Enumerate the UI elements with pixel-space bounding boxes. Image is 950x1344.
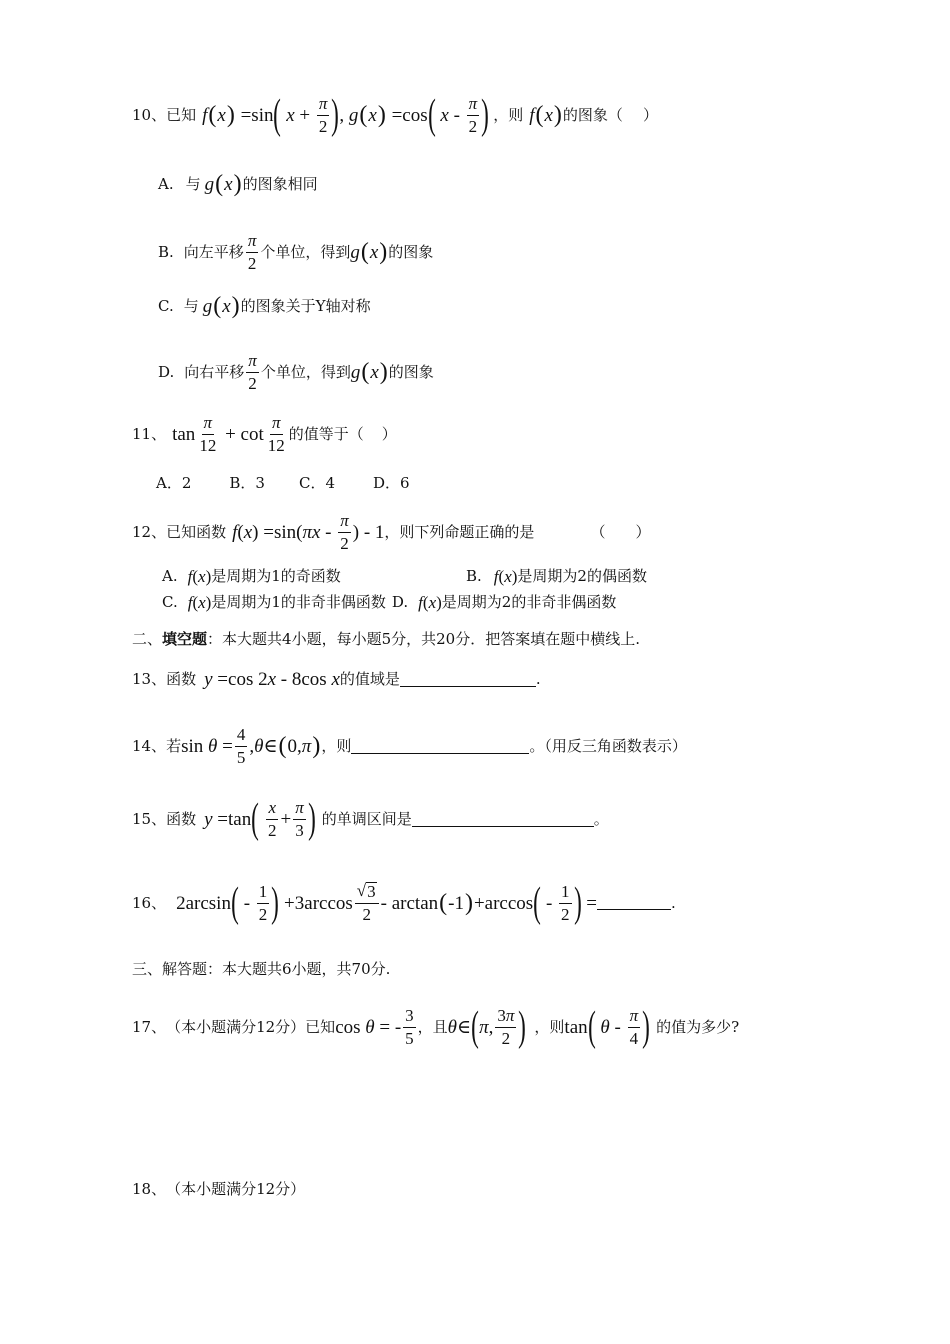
- formula: sin θ = 4 5 , θ ∈ ( 0, π ): [181, 725, 321, 767]
- formula: f ( x ) =sin ( x + π 2 ) , g ( x ) =cos ( x - π 2 ): [202, 92, 490, 138]
- option-letter: C.: [162, 593, 178, 611]
- question-text: 已知函数: [166, 522, 227, 541]
- section-2-heading: [132, 632, 640, 647]
- formula: y =tan ( x 2 + π 3 ): [204, 796, 316, 842]
- question-text: 函数: [166, 670, 197, 688]
- formula: g ( x ): [202, 293, 240, 319]
- question-text: ，则: [493, 105, 524, 124]
- question-text: 函数: [166, 809, 197, 828]
- question-text: ，且: [417, 1017, 448, 1036]
- option-text: 与: [185, 174, 201, 193]
- formula: f ( x ): [493, 567, 518, 586]
- question-12: [132, 512, 650, 553]
- question-text: 的图象（: [562, 105, 623, 124]
- option-text: 个单位，得到: [260, 362, 351, 381]
- option-12b: [466, 568, 647, 585]
- punctuation: .: [671, 893, 676, 912]
- question-11: [132, 414, 397, 455]
- question-number: 17、: [132, 1017, 167, 1036]
- question-number: 15、: [132, 809, 167, 828]
- answer-blank[interactable]: [597, 897, 671, 910]
- punctuation: 。: [593, 809, 609, 828]
- option-12c: [162, 594, 616, 611]
- question-17: [132, 1006, 739, 1048]
- question-13: [132, 670, 541, 689]
- option-b: B．3: [229, 474, 265, 492]
- option-a: A．2: [156, 474, 192, 492]
- question-text: 已知: [166, 105, 197, 124]
- formula: f ( x ): [187, 593, 212, 612]
- option-text: 个单位，得到: [260, 242, 351, 261]
- question-text: 若: [166, 736, 182, 755]
- question-15: [132, 798, 609, 840]
- option-text: 的图象: [388, 242, 434, 261]
- formula: 2arcsin ( - 1 2 ) +3arccos √ 3 2 - arctan ( -1 ) +arccos ( - 1 2 ) =: [176, 880, 597, 926]
- question-number: 10、: [132, 105, 167, 124]
- formula: g ( x ): [350, 359, 388, 386]
- question-number: 18、: [132, 1180, 167, 1198]
- option-text: 与: [183, 296, 199, 315]
- question-18: [132, 1182, 305, 1197]
- question-text: ，则下列命题正确的是: [384, 522, 535, 541]
- option-d: D．6: [373, 474, 410, 492]
- formula: g ( x ): [350, 239, 388, 266]
- option-text: 的图象: [388, 362, 434, 381]
- formula: f ( x ): [187, 567, 212, 586]
- option-letter: D.: [158, 362, 175, 381]
- formula: tan ( θ - π 4 ): [564, 1004, 650, 1050]
- question-number: 13、: [132, 670, 167, 688]
- question-number: 11、: [132, 424, 167, 443]
- answer-blank[interactable]: [400, 672, 536, 687]
- option-text: 是周期为1的奇函数: [211, 567, 341, 585]
- section-number: 二、: [132, 630, 163, 648]
- question-number: 12、: [132, 522, 167, 541]
- option-letter: C.: [158, 296, 174, 315]
- options-11: [156, 476, 410, 491]
- option-text: 的图象相同: [242, 174, 318, 193]
- question-text: （本小题满分12分）: [166, 1180, 306, 1198]
- answer-paren: ）: [381, 424, 397, 443]
- option-12a: [162, 568, 341, 585]
- formula: f ( x ): [418, 593, 442, 612]
- question-note: 。（用反三角函数表示）: [529, 736, 687, 755]
- question-10: [132, 94, 658, 136]
- formula: g ( x ): [204, 171, 242, 197]
- option-text: 向左平移: [183, 242, 244, 261]
- option-text: 是周期为1的非奇非偶函数: [211, 593, 386, 611]
- question-number: 16、: [132, 893, 167, 912]
- answer-blank[interactable]: [412, 812, 594, 827]
- question-text: 的值为多少?: [656, 1017, 740, 1036]
- section-title: 填空题: [162, 630, 208, 648]
- formula: y =cos 2 x - 8cos x: [204, 669, 340, 690]
- option-letter: D.: [391, 593, 409, 611]
- option-letter: B.: [158, 242, 174, 261]
- question-14: [132, 726, 687, 767]
- option-text: 的图象关于Y轴对称: [240, 296, 371, 315]
- question-number: 14、: [132, 736, 167, 755]
- section-text: 三、解答题：本大题共6小题，共70分.: [132, 960, 391, 978]
- formula: f ( x ) =sin( πx - π 2 ) - 1: [232, 511, 385, 553]
- option-10d: [158, 352, 434, 393]
- answer-blank[interactable]: [351, 739, 529, 754]
- formula: tan π 12 + cot π 12: [172, 413, 285, 455]
- option-text: 向右平移: [184, 362, 245, 381]
- section-3-heading: [132, 962, 390, 977]
- formula: θ ∈ ( π , 3π 2 ): [447, 1004, 527, 1050]
- option-letter: B.: [466, 567, 482, 585]
- question-text: 的值域是: [339, 670, 400, 688]
- question-text: 的单调区间是: [321, 809, 412, 828]
- option-letter: A.: [162, 567, 178, 585]
- question-text: ，则: [534, 1017, 565, 1036]
- option-10c: [158, 294, 371, 318]
- option-letter: A.: [158, 174, 174, 193]
- answer-paren: ）: [642, 105, 658, 124]
- option-text: 是周期为2的偶函数: [517, 567, 647, 585]
- punctuation: .: [535, 670, 541, 688]
- option-c: C．4: [298, 474, 335, 492]
- question-text: 的值等于（: [288, 424, 364, 443]
- option-text: 是周期为2的非奇非偶函数: [441, 593, 617, 611]
- question-text: （本小题满分12分）已知: [166, 1017, 336, 1036]
- option-10b: [158, 232, 433, 273]
- formula: f ( x ): [529, 102, 562, 128]
- section-text: ：本大题共4小题，每小题5分，共20分．把答案填在题中横线上.: [207, 630, 640, 648]
- formula: π 2: [248, 351, 257, 393]
- answer-paren: （ ）: [590, 522, 651, 541]
- option-10a: [158, 172, 318, 196]
- question-text: ，则: [321, 736, 352, 755]
- formula: cos θ = - 3 5: [335, 1005, 414, 1048]
- formula: π 2: [247, 231, 257, 273]
- question-16: [132, 882, 676, 924]
